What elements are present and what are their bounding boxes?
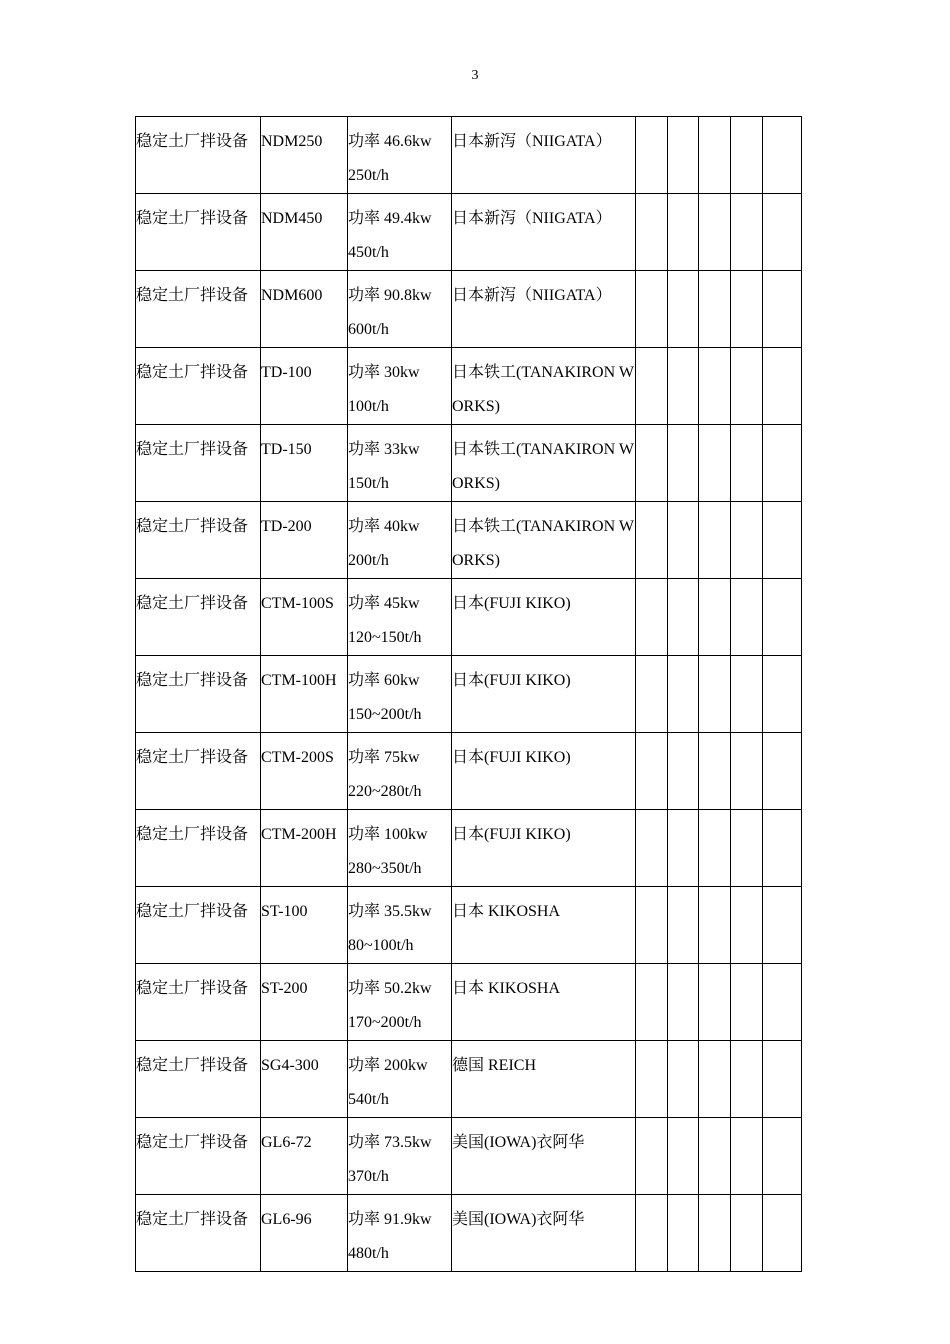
equipment-name-cell — [136, 117, 261, 194]
power-rating: 功率 50.2kw — [348, 980, 432, 997]
capacity: 450t/h — [348, 244, 389, 261]
empty-cell — [636, 1118, 668, 1195]
equipment-name-cell — [136, 194, 261, 271]
empty-cell — [636, 1195, 668, 1272]
model-number: CTM-100S — [261, 595, 334, 612]
empty-cell — [763, 1118, 802, 1195]
manufacturer-cell — [452, 1195, 636, 1272]
table-row — [136, 194, 802, 271]
spec-cell — [348, 425, 452, 502]
table-row — [136, 656, 802, 733]
equipment-name: 稳定土厂拌设备 — [136, 1211, 249, 1228]
equipment-name-cell — [136, 964, 261, 1041]
manufacturer: 日本(FUJI KIKO) — [452, 595, 571, 612]
equipment-name: 稳定土厂拌设备 — [136, 287, 249, 304]
manufacturer-cell — [452, 271, 636, 348]
equipment-name-cell — [136, 1195, 261, 1272]
model-cell — [261, 425, 348, 502]
empty-cell — [668, 964, 699, 1041]
model-cell — [261, 117, 348, 194]
empty-cell — [668, 656, 699, 733]
equipment-name: 稳定土厂拌设备 — [136, 1057, 249, 1074]
empty-cell — [668, 810, 699, 887]
manufacturer-cell — [452, 1118, 636, 1195]
equipment-name-cell — [136, 271, 261, 348]
capacity: 80~100t/h — [348, 937, 414, 954]
empty-cell — [731, 194, 763, 271]
empty-cell — [731, 348, 763, 425]
empty-cell — [763, 964, 802, 1041]
empty-cell — [699, 1118, 731, 1195]
model-number: NDM600 — [261, 287, 323, 304]
spec-cell — [348, 348, 452, 425]
empty-cell — [699, 1195, 731, 1272]
empty-cell — [699, 1041, 731, 1118]
capacity: 600t/h — [348, 321, 389, 338]
model-number: GL6-96 — [261, 1211, 312, 1228]
empty-cell — [699, 733, 731, 810]
table-row — [136, 271, 802, 348]
equipment-name-cell — [136, 810, 261, 887]
manufacturer: 日本铁工(TANAKIRON WORKS) — [452, 441, 634, 492]
empty-cell — [731, 117, 763, 194]
power-rating: 功率 73.5kw — [348, 1134, 432, 1151]
empty-cell — [731, 887, 763, 964]
empty-cell — [668, 1041, 699, 1118]
manufacturer-cell — [452, 579, 636, 656]
empty-cell — [668, 502, 699, 579]
empty-cell — [636, 117, 668, 194]
equipment-name: 稳定土厂拌设备 — [136, 441, 249, 458]
power-rating: 功率 200kw — [348, 1057, 428, 1074]
table-row — [136, 733, 802, 810]
empty-cell — [763, 579, 802, 656]
empty-cell — [668, 117, 699, 194]
empty-cell — [731, 1041, 763, 1118]
model-cell — [261, 964, 348, 1041]
model-cell — [261, 579, 348, 656]
manufacturer: 日本(FUJI KIKO) — [452, 672, 571, 689]
capacity: 220~280t/h — [348, 783, 422, 800]
empty-cell — [668, 348, 699, 425]
spec-cell — [348, 1118, 452, 1195]
model-cell — [261, 1195, 348, 1272]
empty-cell — [668, 887, 699, 964]
spec-cell — [348, 579, 452, 656]
spec-cell — [348, 271, 452, 348]
empty-cell — [636, 502, 668, 579]
manufacturer-cell — [452, 733, 636, 810]
capacity: 280~350t/h — [348, 860, 422, 877]
model-number: ST-200 — [261, 980, 308, 997]
equipment-name-cell — [136, 656, 261, 733]
empty-cell — [636, 425, 668, 502]
manufacturer-cell — [452, 887, 636, 964]
capacity: 370t/h — [348, 1168, 389, 1185]
empty-cell — [731, 579, 763, 656]
equipment-name: 稳定土厂拌设备 — [136, 364, 249, 381]
power-rating: 功率 35.5kw — [348, 903, 432, 920]
power-rating: 功率 49.4kw — [348, 210, 432, 227]
empty-cell — [636, 887, 668, 964]
power-rating: 功率 100kw — [348, 826, 428, 843]
capacity: 120~150t/h — [348, 629, 422, 646]
equipment-name-cell — [136, 1118, 261, 1195]
empty-cell — [763, 1195, 802, 1272]
table-row — [136, 425, 802, 502]
empty-cell — [699, 117, 731, 194]
equipment-name-cell — [136, 502, 261, 579]
model-cell — [261, 502, 348, 579]
empty-cell — [636, 733, 668, 810]
empty-cell — [763, 887, 802, 964]
empty-cell — [636, 964, 668, 1041]
equipment-name: 稳定土厂拌设备 — [136, 133, 249, 150]
manufacturer-cell — [452, 964, 636, 1041]
equipment-name-cell — [136, 425, 261, 502]
empty-cell — [699, 502, 731, 579]
manufacturer: 美国(IOWA)衣阿华 — [452, 1134, 585, 1151]
spec-cell — [348, 1041, 452, 1118]
manufacturer: 日本新泻（NIIGATA） — [452, 287, 612, 304]
empty-cell — [731, 1118, 763, 1195]
empty-cell — [731, 271, 763, 348]
model-number: ST-100 — [261, 903, 308, 920]
model-cell — [261, 810, 348, 887]
empty-cell — [731, 733, 763, 810]
empty-cell — [763, 1041, 802, 1118]
empty-cell — [668, 425, 699, 502]
model-number: CTM-200H — [261, 826, 337, 843]
empty-cell — [699, 194, 731, 271]
manufacturer: 德国 REICH — [452, 1057, 537, 1074]
empty-cell — [668, 1118, 699, 1195]
capacity: 480t/h — [348, 1245, 389, 1262]
table-row — [136, 117, 802, 194]
equipment-name: 稳定土厂拌设备 — [136, 980, 249, 997]
model-cell — [261, 733, 348, 810]
model-number: CTM-100H — [261, 672, 337, 689]
model-number: NDM450 — [261, 210, 323, 227]
power-rating: 功率 90.8kw — [348, 287, 432, 304]
model-cell — [261, 271, 348, 348]
table-row — [136, 1041, 802, 1118]
manufacturer: 日本铁工(TANAKIRON WORKS) — [452, 364, 634, 415]
equipment-name-cell — [136, 1041, 261, 1118]
empty-cell — [668, 194, 699, 271]
manufacturer: 日本铁工(TANAKIRON WORKS) — [452, 518, 634, 569]
spec-cell — [348, 502, 452, 579]
spec-cell — [348, 194, 452, 271]
power-rating: 功率 45kw — [348, 595, 420, 612]
manufacturer: 美国(IOWA)衣阿华 — [452, 1211, 585, 1228]
manufacturer-cell — [452, 348, 636, 425]
capacity: 250t/h — [348, 167, 389, 184]
model-cell — [261, 1118, 348, 1195]
empty-cell — [636, 348, 668, 425]
empty-cell — [699, 425, 731, 502]
equipment-table — [135, 116, 802, 1272]
spec-cell — [348, 1195, 452, 1272]
empty-cell — [763, 194, 802, 271]
equipment-name-cell — [136, 887, 261, 964]
manufacturer: 日本新泻（NIIGATA） — [452, 210, 612, 227]
empty-cell — [668, 579, 699, 656]
empty-cell — [763, 271, 802, 348]
spec-cell — [348, 733, 452, 810]
spec-cell — [348, 117, 452, 194]
empty-cell — [731, 656, 763, 733]
power-rating: 功率 46.6kw — [348, 133, 432, 150]
model-cell — [261, 887, 348, 964]
table-row — [136, 964, 802, 1041]
power-rating: 功率 30kw — [348, 364, 420, 381]
empty-cell — [763, 733, 802, 810]
empty-cell — [699, 887, 731, 964]
equipment-name: 稳定土厂拌设备 — [136, 826, 249, 843]
model-cell — [261, 348, 348, 425]
equipment-name: 稳定土厂拌设备 — [136, 1134, 249, 1151]
empty-cell — [636, 656, 668, 733]
table-row — [136, 502, 802, 579]
power-rating: 功率 60kw — [348, 672, 420, 689]
capacity: 100t/h — [348, 398, 389, 415]
equipment-name: 稳定土厂拌设备 — [136, 210, 249, 227]
empty-cell — [699, 656, 731, 733]
manufacturer-cell — [452, 194, 636, 271]
table-row — [136, 1118, 802, 1195]
table-row — [136, 887, 802, 964]
model-cell — [261, 1041, 348, 1118]
empty-cell — [668, 1195, 699, 1272]
manufacturer-cell — [452, 502, 636, 579]
manufacturer-cell — [452, 425, 636, 502]
page-number: 3 — [471, 68, 479, 83]
equipment-name-cell — [136, 579, 261, 656]
capacity: 150t/h — [348, 475, 389, 492]
capacity: 150~200t/h — [348, 706, 422, 723]
empty-cell — [699, 348, 731, 425]
empty-cell — [731, 964, 763, 1041]
empty-cell — [763, 656, 802, 733]
equipment-name: 稳定土厂拌设备 — [136, 518, 249, 535]
manufacturer: 日本 KIKOSHA — [452, 903, 561, 920]
empty-cell — [668, 271, 699, 348]
model-cell — [261, 194, 348, 271]
table-row — [136, 348, 802, 425]
model-number: CTM-200S — [261, 749, 334, 766]
power-rating: 功率 33kw — [348, 441, 420, 458]
power-rating: 功率 91.9kw — [348, 1211, 432, 1228]
manufacturer-cell — [452, 1041, 636, 1118]
equipment-table-body — [136, 117, 802, 1272]
empty-cell — [636, 810, 668, 887]
table-row — [136, 810, 802, 887]
equipment-name-cell — [136, 348, 261, 425]
model-cell — [261, 656, 348, 733]
capacity: 540t/h — [348, 1091, 389, 1108]
power-rating: 功率 40kw — [348, 518, 420, 535]
spec-cell — [348, 887, 452, 964]
empty-cell — [763, 348, 802, 425]
empty-cell — [699, 964, 731, 1041]
empty-cell — [731, 810, 763, 887]
equipment-name: 稳定土厂拌设备 — [136, 595, 249, 612]
empty-cell — [763, 425, 802, 502]
model-number: NDM250 — [261, 133, 323, 150]
equipment-name: 稳定土厂拌设备 — [136, 749, 249, 766]
table-row — [136, 1195, 802, 1272]
manufacturer: 日本 KIKOSHA — [452, 980, 561, 997]
empty-cell — [763, 117, 802, 194]
table-row — [136, 579, 802, 656]
manufacturer-cell — [452, 810, 636, 887]
empty-cell — [636, 271, 668, 348]
equipment-name-cell — [136, 733, 261, 810]
empty-cell — [668, 733, 699, 810]
model-number: SG4-300 — [261, 1057, 319, 1074]
spec-cell — [348, 810, 452, 887]
spec-cell — [348, 964, 452, 1041]
empty-cell — [731, 1195, 763, 1272]
empty-cell — [636, 1041, 668, 1118]
manufacturer: 日本(FUJI KIKO) — [452, 826, 571, 843]
empty-cell — [731, 425, 763, 502]
model-number: GL6-72 — [261, 1134, 312, 1151]
empty-cell — [699, 579, 731, 656]
empty-cell — [763, 810, 802, 887]
model-number: TD-100 — [261, 364, 312, 381]
manufacturer-cell — [452, 656, 636, 733]
model-number: TD-150 — [261, 441, 312, 458]
model-number: TD-200 — [261, 518, 312, 535]
empty-cell — [731, 502, 763, 579]
empty-cell — [636, 194, 668, 271]
capacity: 200t/h — [348, 552, 389, 569]
power-rating: 功率 75kw — [348, 749, 420, 766]
equipment-name: 稳定土厂拌设备 — [136, 903, 249, 920]
manufacturer: 日本新泻（NIIGATA） — [452, 133, 612, 150]
spec-cell — [348, 656, 452, 733]
capacity: 170~200t/h — [348, 1014, 422, 1031]
equipment-name: 稳定土厂拌设备 — [136, 672, 249, 689]
manufacturer-cell — [452, 117, 636, 194]
empty-cell — [763, 502, 802, 579]
empty-cell — [699, 271, 731, 348]
manufacturer: 日本(FUJI KIKO) — [452, 749, 571, 766]
empty-cell — [699, 810, 731, 887]
empty-cell — [636, 579, 668, 656]
